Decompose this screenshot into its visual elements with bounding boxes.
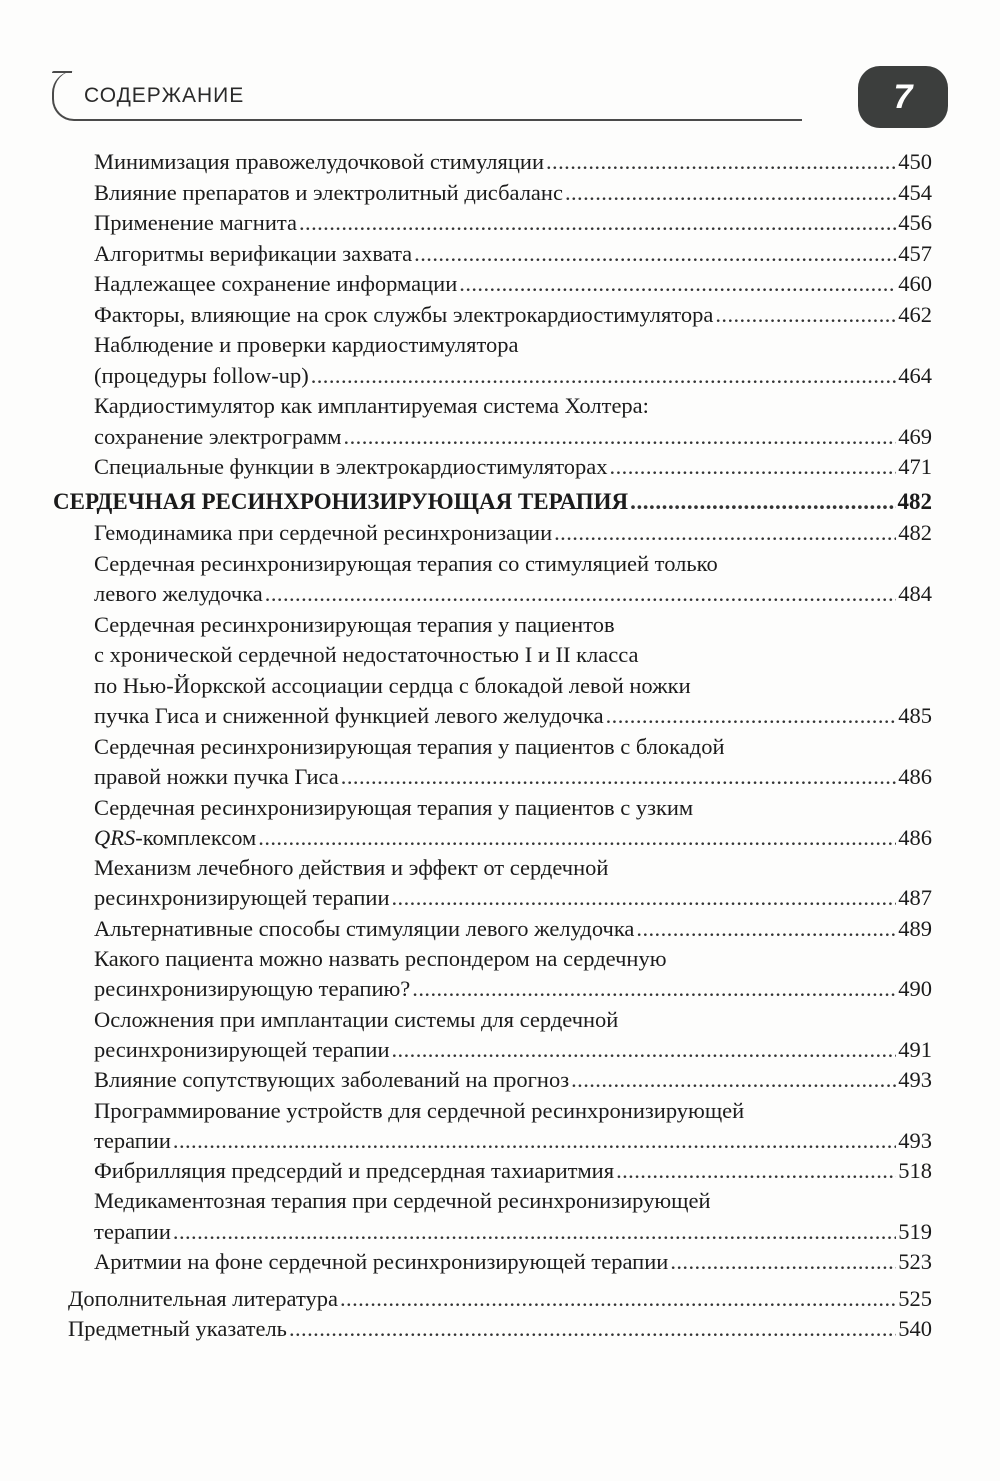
dot-leader bbox=[289, 1313, 896, 1344]
toc-page-number: 518 bbox=[898, 1158, 932, 1183]
toc-entry-line: Какого пациента можно назвать респондером на сердечную bbox=[94, 946, 667, 971]
toc-entry-title: Специальные функции в электрокардиостимуляторах bbox=[94, 454, 608, 479]
toc-entry-line: с хронической сердечной недостаточностью I и II класса bbox=[94, 642, 639, 667]
dot-leader bbox=[344, 421, 897, 452]
toc-entry-line: Сердечная ресинхронизирующая терапия у пациентов с узким bbox=[94, 795, 694, 820]
dot-leader bbox=[341, 761, 896, 792]
toc-entry bbox=[94, 1064, 932, 1095]
dot-leader bbox=[258, 822, 896, 853]
dot-leader bbox=[173, 1216, 896, 1247]
toc-page-number: 457 bbox=[898, 241, 932, 266]
toc-entry-title: терапии bbox=[94, 1219, 171, 1244]
toc-page-number: 523 bbox=[898, 1249, 932, 1274]
toc-entry bbox=[94, 299, 932, 330]
toc-entry bbox=[94, 913, 932, 944]
toc-entry-title: Гемодинамика при сердечной ресинхронизации bbox=[94, 520, 553, 545]
dot-leader bbox=[340, 1283, 896, 1314]
toc-entry-title: сохранение электрограмм bbox=[94, 424, 342, 449]
toc-entry-title: Надлежащее сохранение информации bbox=[94, 271, 458, 296]
toc-entry-line: по Нью-Йоркской ассоциации сердца с блокадой левой ножки bbox=[94, 673, 691, 698]
toc-entry bbox=[94, 268, 932, 299]
toc-page-number: 464 bbox=[898, 363, 932, 388]
toc-entry-line: Механизм лечебного действия и эффект от сердечной bbox=[94, 855, 609, 880]
toc-entry-title: левого желудочка bbox=[94, 581, 263, 606]
running-header-title: СОДЕРЖАНИЕ bbox=[84, 84, 245, 107]
toc-entry-line: Кардиостимулятор как имплантируемая система Холтера: bbox=[94, 393, 649, 418]
dot-leader bbox=[414, 238, 896, 269]
toc-page-number: 487 bbox=[898, 885, 932, 910]
toc-page-number: 486 bbox=[898, 825, 932, 850]
toc-entry-line: Наблюдение и проверки кардиостимулятора bbox=[94, 332, 519, 357]
page-number-badge: 7 bbox=[858, 66, 948, 128]
toc-page-number: 486 bbox=[898, 764, 932, 789]
toc-page-number: 489 bbox=[898, 916, 932, 941]
toc-entry-line: Медикаментозная терапия при сердечной ресинхронизирующей bbox=[94, 1188, 711, 1213]
toc-entry bbox=[94, 822, 932, 853]
dot-leader bbox=[546, 146, 896, 177]
toc-entry-title: QRS-комплексом bbox=[94, 825, 257, 850]
toc-entry bbox=[94, 1155, 932, 1186]
dot-leader bbox=[606, 700, 897, 731]
dot-leader bbox=[554, 517, 896, 548]
toc-page-number: 482 bbox=[897, 489, 932, 514]
toc-entry-line: Осложнения при имплантации системы для сердечной bbox=[94, 1007, 619, 1032]
toc-entry-title: (процедуры follow-up) bbox=[94, 363, 309, 388]
toc-entry-title: Алгоритмы верификации захвата bbox=[94, 241, 413, 266]
dot-leader bbox=[630, 486, 895, 517]
toc-entry-title: Применение магнита bbox=[94, 210, 297, 235]
toc-entry-title: Предметный указатель bbox=[68, 1316, 287, 1341]
toc-entry bbox=[94, 1034, 932, 1065]
toc-page-number: 484 bbox=[898, 581, 932, 606]
toc-entry-line: Сердечная ресинхронизирующая терапия у пациентов с блокадой bbox=[94, 734, 725, 759]
toc-page-number: 525 bbox=[898, 1286, 932, 1311]
toc-page-number: 462 bbox=[898, 302, 932, 327]
toc-entry-title: Аритмии на фоне сердечной ресинхронизирующей терапии bbox=[94, 1249, 669, 1274]
toc-entry bbox=[94, 1216, 932, 1247]
toc-entry-title: Минимизация правожелудочковой стимуляции bbox=[94, 149, 544, 174]
toc-entry bbox=[94, 177, 932, 208]
qrs-italic: QRS bbox=[94, 825, 136, 850]
toc-page-number: 460 bbox=[898, 271, 932, 296]
dot-leader bbox=[565, 177, 896, 208]
toc-page-number: 519 bbox=[898, 1219, 932, 1244]
dot-leader bbox=[616, 1155, 896, 1186]
toc-entry-title: Дополнительная литература bbox=[68, 1286, 338, 1311]
toc-page-number: 469 bbox=[898, 424, 932, 449]
toc-entry bbox=[94, 761, 932, 792]
toc-page-number: 485 bbox=[898, 703, 932, 728]
toc-section-heading bbox=[53, 486, 932, 517]
toc-entry bbox=[94, 700, 932, 731]
toc-entry bbox=[94, 360, 932, 391]
toc-entry bbox=[94, 1246, 932, 1277]
dot-leader bbox=[610, 451, 897, 482]
toc-entry bbox=[94, 973, 932, 1004]
toc-entry-top-level bbox=[68, 1313, 932, 1344]
dot-leader bbox=[636, 913, 896, 944]
dot-leader bbox=[265, 578, 896, 609]
toc-page-number: 490 bbox=[898, 976, 932, 1001]
dot-leader bbox=[311, 360, 897, 391]
toc-page-number: 471 bbox=[898, 454, 932, 479]
dot-leader bbox=[459, 268, 896, 299]
toc-entry bbox=[94, 146, 932, 177]
toc-entry-title: Фибрилляция предсердий и предсердная тахиаритмия bbox=[94, 1158, 615, 1183]
toc-page-number: 454 bbox=[898, 180, 932, 205]
toc-entry-line: Сердечная ресинхронизирующая терапия у пациентов bbox=[94, 612, 615, 637]
dot-leader bbox=[571, 1064, 896, 1095]
toc-entry-title: ресинхронизирующую терапию? bbox=[94, 976, 411, 1001]
toc-entry bbox=[94, 451, 932, 482]
toc-entry-title: ресинхронизирующей терапии bbox=[94, 885, 390, 910]
dot-leader bbox=[715, 299, 896, 330]
toc-entry bbox=[94, 882, 932, 913]
toc-entry bbox=[94, 238, 932, 269]
dot-leader bbox=[299, 207, 896, 238]
toc-entry-title: пучка Гиса и сниженной функцией левого желудочка bbox=[94, 703, 604, 728]
toc-entry bbox=[94, 578, 932, 609]
toc-entry-title: Факторы, влияющие на срок службы электрокардиостимулятора bbox=[94, 302, 714, 327]
toc-entry bbox=[94, 517, 932, 548]
toc-entry-top-level bbox=[68, 1283, 932, 1314]
dot-leader bbox=[392, 882, 897, 913]
toc-entry-line: Сердечная ресинхронизирующая терапия со стимуляцией только bbox=[94, 551, 718, 576]
dot-leader bbox=[412, 973, 896, 1004]
toc-page-number: 491 bbox=[898, 1037, 932, 1062]
toc-entry-title: СЕРДЕЧНАЯ РЕСИНХРОНИЗИРУЮЩАЯ ТЕРАПИЯ bbox=[53, 489, 629, 514]
dot-leader bbox=[670, 1246, 896, 1277]
toc-entry-title: Альтернативные способы стимуляции левого желудочка bbox=[94, 916, 635, 941]
toc-page-number: 450 bbox=[898, 149, 932, 174]
toc-entry bbox=[94, 207, 932, 238]
toc-page-number: 482 bbox=[898, 520, 932, 545]
toc-entry bbox=[94, 421, 932, 452]
toc-page-number: 456 bbox=[898, 210, 932, 235]
toc-entry-title: Влияние сопутствующих заболеваний на прогноз bbox=[94, 1067, 570, 1092]
toc-entry bbox=[94, 1125, 932, 1156]
toc-entry-title: Влияние препаратов и электролитный дисбаланс bbox=[94, 180, 563, 205]
dot-leader bbox=[173, 1125, 896, 1156]
toc-entry-title: ресинхронизирующей терапии bbox=[94, 1037, 390, 1062]
dot-leader bbox=[392, 1034, 897, 1065]
toc-page-number: 540 bbox=[898, 1316, 932, 1341]
toc-page-number: 493 bbox=[898, 1067, 932, 1092]
toc-entry-line: Программирование устройств для сердечной ресинхронизирующей bbox=[94, 1098, 745, 1123]
toc-entry-title: терапии bbox=[94, 1128, 171, 1153]
toc-page-number: 493 bbox=[898, 1128, 932, 1153]
toc-entry-title: правой ножки пучка Гиса bbox=[94, 764, 339, 789]
